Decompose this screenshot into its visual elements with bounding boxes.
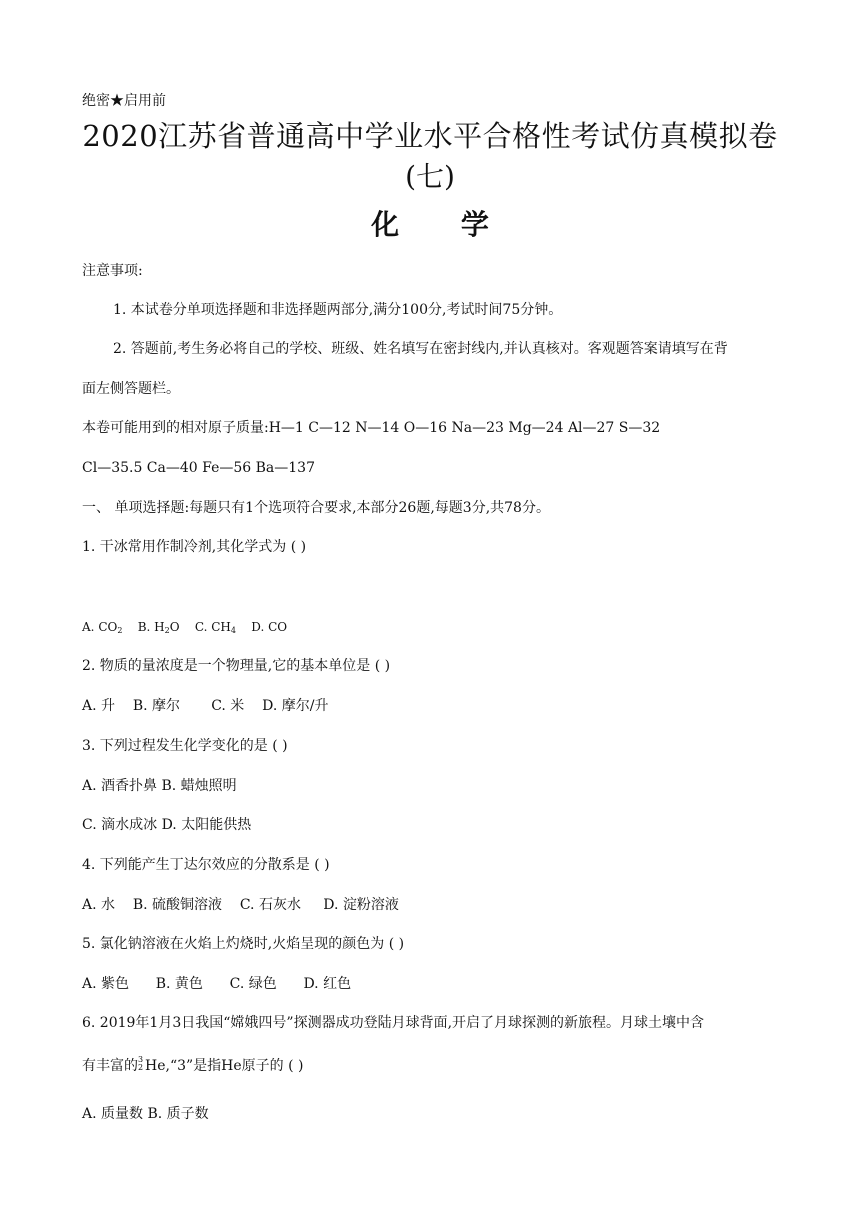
question-6-options-ab: A. 质量数 B. 质子数 bbox=[82, 1106, 209, 1122]
question-1-options bbox=[82, 618, 287, 640]
question-2-options bbox=[82, 697, 328, 715]
option-c: C. 米 bbox=[211, 698, 245, 714]
option-b: B. 黄色 bbox=[155, 976, 203, 992]
question-6-stem-cont: 有丰富的 3 2 He,“3”是指He原子的 ( ) bbox=[82, 1055, 304, 1074]
exam-title-volume: (七) bbox=[405, 160, 455, 193]
notice-item-2: 2. 答题前,考生务必将自己的学校、班级、姓名填写在密封线内,并认真核对。客观题答案请填写在背 bbox=[113, 341, 728, 357]
option-a: A. 紫色 bbox=[82, 976, 130, 992]
option-b-label: B. bbox=[137, 620, 151, 634]
option-d: D. 淀粉溶液 bbox=[323, 897, 399, 913]
option-d-text: CO bbox=[268, 620, 288, 634]
notice-item-1: 1. 本试卷分单项选择题和非选择题两部分,满分100分,考试时间75分钟。 bbox=[113, 302, 563, 318]
question-3-options-ab: A. 酒香扑鼻 B. 蜡烛照明 bbox=[82, 778, 237, 794]
notice-heading: 注意事项: bbox=[82, 263, 143, 279]
question-1-stem: 1. 干冰常用作制冷剂,其化学式为 ( ) bbox=[82, 539, 307, 555]
section-heading: 一、 单项选择题:每题只有1个选项符合要求,本部分26题,每题3分,共78分。 bbox=[82, 500, 550, 516]
question-3-stem: 3. 下列过程发生化学变化的是 ( ) bbox=[82, 738, 288, 754]
option-d: D. 摩尔/升 bbox=[262, 698, 329, 714]
question-2-stem: 2. 物质的量浓度是一个物理量,它的基本单位是 ( ) bbox=[82, 658, 391, 674]
question-5-options bbox=[82, 975, 351, 993]
option-c-text: $CH_4$ bbox=[211, 620, 236, 635]
option-d-label: D. bbox=[251, 620, 265, 634]
notice-item-2-cont: 面左侧答题栏。 bbox=[82, 381, 180, 397]
helium-isotope-notation: 3 2 bbox=[138, 1055, 144, 1072]
atomic-masses: 本卷可能用到的相对原子质量:H—1 C—12 N—14 O—16 Na—23 Mg—24 Al—27 S—32 bbox=[82, 420, 661, 436]
option-c: C. 绿色 bbox=[229, 976, 277, 992]
option-c-label: C. bbox=[194, 620, 208, 634]
atomic-masses-cont: Cl—35.5 Ca—40 Fe—56 Ba—137 bbox=[82, 460, 315, 476]
subject-title: 化 学 bbox=[371, 208, 515, 241]
option-c: C. 石灰水 bbox=[239, 897, 301, 913]
option-a: A. 升 bbox=[82, 698, 116, 714]
confidential-mark: 绝密★启用前 bbox=[82, 93, 166, 109]
question-4-options bbox=[82, 896, 399, 914]
exam-title: 2020江苏省普通高中学业水平合格性考试仿真模拟卷 bbox=[82, 119, 778, 153]
option-a: A. 水 bbox=[82, 897, 116, 913]
option-a-text: $CO_2$ bbox=[98, 620, 123, 635]
option-a-label: A. bbox=[82, 620, 95, 634]
question-3-options-cd: C. 滴水成冰 D. 太阳能供热 bbox=[82, 817, 252, 833]
option-d: D. 红色 bbox=[303, 976, 352, 992]
option-b-text: $H_2O$ bbox=[154, 620, 180, 635]
question-6-stem: 6. 2019年1月3日我国“嫦娥四号”探测器成功登陆月球背面,开启了月球探测的新旅程。月球土壤中含 bbox=[82, 1015, 705, 1031]
question-4-stem: 4. 下列能产生丁达尔效应的分散系是 ( ) bbox=[82, 857, 330, 873]
option-b: B. 硫酸铜溶液 bbox=[132, 897, 223, 913]
option-b: B. 摩尔 bbox=[132, 698, 181, 714]
question-5-stem: 5. 氯化钠溶液在火焰上灼烧时,火焰呈现的颜色为 ( ) bbox=[82, 936, 405, 952]
